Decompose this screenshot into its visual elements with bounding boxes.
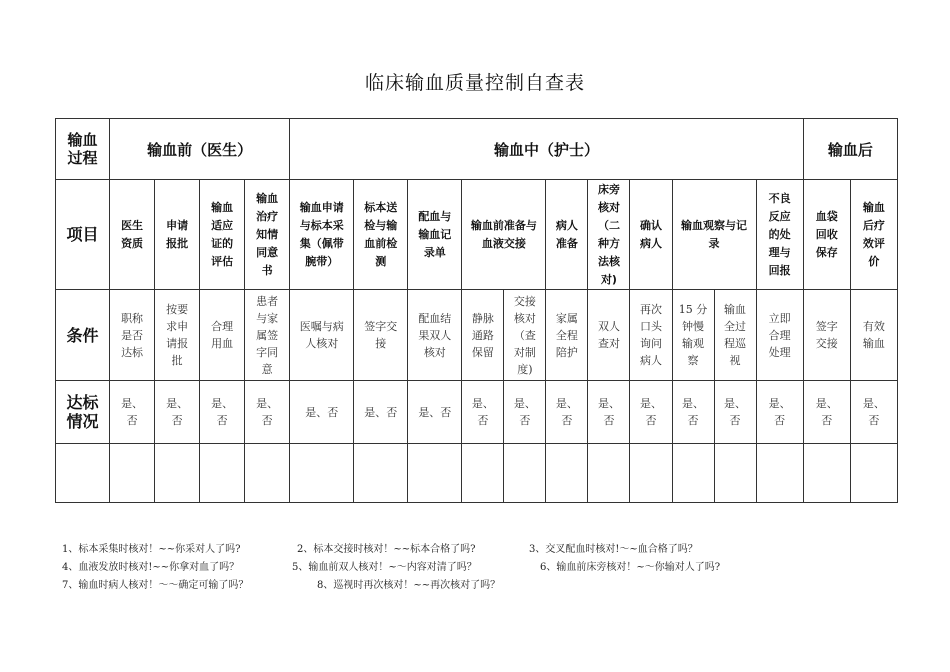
phase-after-label: 输血后: [827, 140, 873, 159]
status-text: 是、 否: [256, 397, 279, 427]
item-cell: [850, 180, 897, 290]
condition-cell: [714, 290, 756, 381]
page-title: 临床输血质量控制自查表: [364, 72, 585, 94]
item-cell: [110, 180, 155, 290]
status-cell: [714, 381, 756, 444]
status-text: 是、 否: [815, 397, 838, 427]
note-item: 1、标本采集时核对！~~你采对人了吗?: [62, 544, 241, 555]
condition-cell: [290, 290, 354, 381]
condition-text: 签字 交接: [815, 320, 838, 350]
condition-text: 再次 口头 询问 病人: [639, 303, 662, 367]
conditions-row: [56, 290, 898, 381]
condition-cell: [803, 290, 850, 381]
item-label: 不良 反应 的处 理与 回报: [768, 191, 791, 277]
blank-cell: [546, 444, 588, 503]
status-text: 是、 否: [862, 397, 885, 427]
note-line: [62, 576, 922, 594]
item-cell: [588, 180, 630, 290]
condition-cell: [155, 290, 200, 381]
item-cell: [546, 180, 588, 290]
condition-text: 签字交 接: [364, 320, 398, 350]
condition-text: 双人 查对: [597, 320, 620, 350]
item-label: 输血观察与记 录: [681, 218, 748, 250]
condition-cell: [200, 290, 245, 381]
conditions-row-label: 条件: [56, 290, 110, 381]
phase-before: [110, 119, 290, 180]
phase-before-label: 输血前（医生）: [147, 140, 253, 159]
item-label: 确认 病人: [639, 218, 662, 250]
condition-text: 输血 全过 程巡 视: [724, 303, 747, 367]
blank-cell: [672, 444, 714, 503]
status-cell: [290, 381, 354, 444]
condition-cell: [588, 290, 630, 381]
blank-cell: [354, 444, 408, 503]
item-cell: [155, 180, 200, 290]
status-cell: [245, 381, 290, 444]
status-text: 是、 否: [724, 397, 747, 427]
condition-cell: [110, 290, 155, 381]
status-text: 是、 否: [513, 397, 536, 427]
status-cell: [588, 381, 630, 444]
item-cell: [630, 180, 672, 290]
note-item: 6、输血前床旁核对！~～你输对人了吗?: [540, 562, 721, 573]
status-text: 是、否: [418, 405, 452, 419]
blank-row: [56, 444, 898, 503]
condition-cell: [850, 290, 897, 381]
status-text: 是、 否: [555, 397, 578, 427]
blank-cell: [290, 444, 354, 503]
item-label: 输血 适应 证的 评估: [211, 200, 234, 268]
blank-cell: [714, 444, 756, 503]
item-label: 标本送 检与输 血前检 测: [364, 200, 398, 268]
blank-cell: [504, 444, 546, 503]
blank-cell: [56, 444, 110, 503]
status-cell: [630, 381, 672, 444]
notes-block: [62, 540, 922, 594]
status-label: 达标 情况: [66, 393, 99, 431]
item-cell: [408, 180, 462, 290]
condition-cell: [630, 290, 672, 381]
condition-text: 职称 是否 达标: [121, 311, 144, 359]
status-cell: [462, 381, 504, 444]
condition-cell: [408, 290, 462, 381]
blank-cell: [630, 444, 672, 503]
condition-text: 合理 用血: [211, 320, 234, 350]
blank-cell: [110, 444, 155, 503]
item-cell: [803, 180, 850, 290]
note-item: 3、交叉配血时核对!～~血合格了吗？: [529, 544, 698, 555]
status-text: 是、否: [305, 405, 339, 419]
blank-cell: [803, 444, 850, 503]
items-row-label: 项目: [56, 180, 110, 290]
items-row: [56, 180, 898, 290]
item-label: 输血 治疗 知情 同意 书: [256, 191, 279, 277]
condition-text: 家属 全程 陪护: [555, 311, 578, 359]
note-line: [62, 558, 922, 576]
item-cell: [200, 180, 245, 290]
item-label: 血袋 回收 保存: [815, 209, 838, 259]
status-text: 是、 否: [639, 397, 662, 427]
phase-during: [290, 119, 804, 180]
status-text: 是、 否: [166, 397, 189, 427]
condition-cell: [756, 290, 803, 381]
condition-cell: [546, 290, 588, 381]
status-cell: [110, 381, 155, 444]
condition-text: 配血结 果双人 核对: [418, 311, 452, 359]
status-cell: [546, 381, 588, 444]
condition-cell: [354, 290, 408, 381]
item-label: 输血前准备与 血液交接: [470, 218, 537, 250]
item-cell: [290, 180, 354, 290]
status-cell: [756, 381, 803, 444]
phase-header-row: [56, 119, 898, 180]
item-label: 病人 准备: [555, 218, 578, 250]
item-label: 输血 后疗 效评 价: [862, 200, 885, 268]
item-cell: [672, 180, 756, 290]
status-cell: [850, 381, 897, 444]
status-row-label: [56, 381, 110, 444]
status-cell: [504, 381, 546, 444]
status-text: 是、 否: [121, 397, 144, 427]
blank-cell: [756, 444, 803, 503]
status-text: 是、 否: [768, 397, 791, 427]
condition-text: 有效 输血: [862, 320, 885, 350]
condition-text: 医嘱与病 人核对: [299, 320, 344, 350]
condition-text: 按要 求申 请报 批: [166, 303, 189, 367]
status-row: [56, 381, 898, 444]
note-line: [62, 540, 922, 558]
condition-cell: [245, 290, 290, 381]
quality-control-table: [55, 118, 898, 503]
blank-cell: [850, 444, 897, 503]
note-item: 2、标本交接时核对！~~标本合格了吗?: [297, 544, 476, 555]
item-cell: [462, 180, 546, 290]
blank-cell: [155, 444, 200, 503]
status-text: 是、 否: [471, 397, 494, 427]
note-item: 7、输血时病人核对！～～确定可输了吗？: [62, 580, 249, 591]
item-label: 输血申请 与标本采 集（佩带 腕带）: [299, 200, 344, 268]
blank-cell: [408, 444, 462, 503]
condition-text: 立即 合理 处理: [768, 311, 791, 359]
condition-text: 静脉 通路 保留: [471, 311, 494, 359]
condition-cell: [504, 290, 546, 381]
status-cell: [200, 381, 245, 444]
item-label: 床旁 核对 （二 种方 法核 对): [597, 182, 620, 286]
status-text: 是、 否: [211, 397, 234, 427]
item-cell: [354, 180, 408, 290]
blank-cell: [462, 444, 504, 503]
status-cell: [408, 381, 462, 444]
condition-text: 交接 核对 （查 对制 度): [513, 294, 536, 376]
process-label: 输血 过程: [67, 131, 98, 167]
condition-cell: [462, 290, 504, 381]
status-text: 是、 否: [597, 397, 620, 427]
item-label: 申请 报批: [166, 218, 189, 250]
status-cell: [155, 381, 200, 444]
status-cell: [354, 381, 408, 444]
status-cell: [672, 381, 714, 444]
condition-text: 15 分 钟慢 输观 察: [678, 303, 708, 367]
item-cell: [756, 180, 803, 290]
item-cell: [245, 180, 290, 290]
phase-after: [803, 119, 897, 180]
blank-cell: [200, 444, 245, 503]
item-label: 医生 资质: [121, 218, 144, 250]
note-item: 8、巡视时再次核对！~~再次核对了吗？: [317, 580, 501, 591]
blank-cell: [588, 444, 630, 503]
note-item: 4、血液发放时核对!~~你拿对血了吗？: [62, 562, 240, 573]
process-header: [56, 119, 110, 180]
blank-cell: [245, 444, 290, 503]
condition-cell: [672, 290, 714, 381]
status-text: 是、 否: [682, 397, 705, 427]
note-item: 5、输血前双人核对！~～内容对清了吗？: [292, 562, 477, 573]
status-cell: [803, 381, 850, 444]
condition-text: 患者 与家 属签 字同 意: [256, 294, 279, 376]
status-text: 是、否: [364, 405, 398, 419]
phase-during-label: 输血中（护士）: [493, 140, 599, 159]
item-label: 配血与 输血记 录单: [418, 209, 452, 259]
